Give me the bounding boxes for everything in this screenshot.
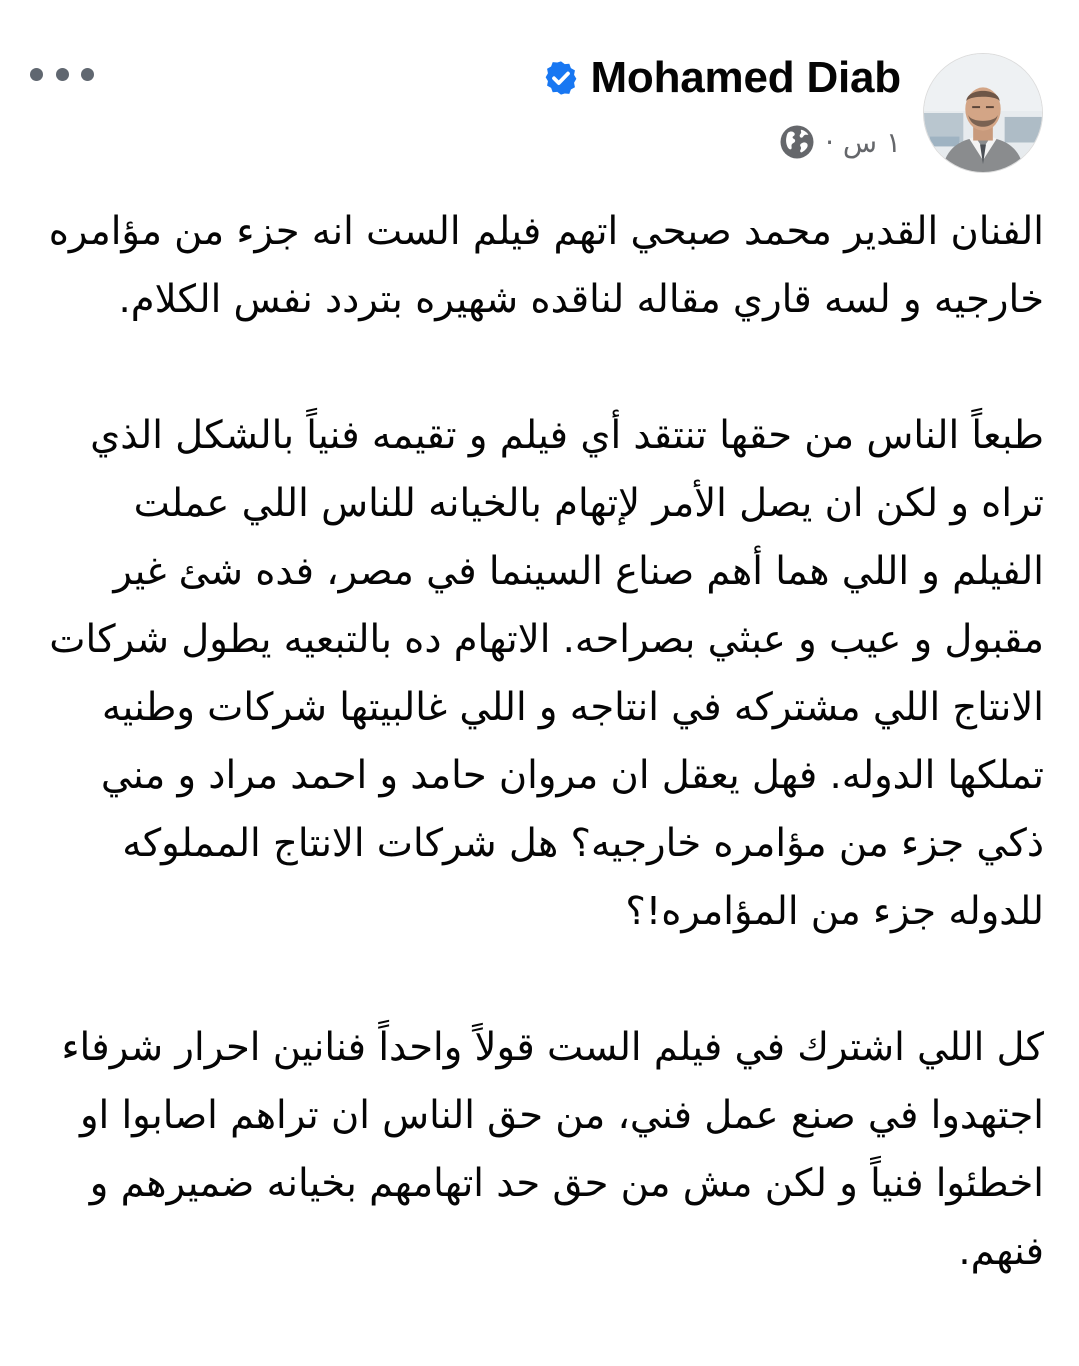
- post-paragraph: كل اللي اشترك في فيلم الست قولاً واحداً فنانين احرار شرفاء اجتهدوا في صنع عمل فني، من حق الناس ان تراهم اصابوا او اخطئوا فنياً و لكن مش من حق حد اتهامهم بخيانه ضميرهم و فنهم.: [61, 1025, 1044, 1274]
- post-text: [34, 198, 1044, 1354]
- more-options-icon: [30, 68, 43, 81]
- more-options-dot: [56, 68, 69, 81]
- more-options-button[interactable]: [30, 58, 94, 90]
- globe-icon[interactable]: [779, 124, 815, 160]
- post-paragraph: طبعاً الناس من حقها تنتقد أي فيلم و تقيمه فنياً بالشكل الذي تراه و لكن ان يصل الأمر لإتهام بالخيانه للناس اللي عملت الفيلم و اللي هما أهم صناع السينما في مصر، فده شئ غير مقبول و عيب و عبثي بصراحه. الاتهام ده بالتبعيه يطول شركات الانتاج اللي مشتركه في انتاجه و اللي غالبيتها شركات وطنيه تملكها الدوله. فهل يعقل ان مروان حامد و احمد مراد و مني ذكي جزء من مؤامره خارجيه؟ هل شركات الانتاج المملوكه للدوله جزء من المؤامره!؟: [49, 413, 1044, 934]
- avatar-photo: [924, 54, 1042, 172]
- verified-badge-icon: [542, 59, 580, 97]
- author-row: [542, 48, 901, 108]
- more-options-dot: [81, 68, 94, 81]
- avatar[interactable]: [923, 53, 1043, 173]
- author-name[interactable]: Mohamed Diab: [590, 53, 901, 102]
- post-header: [0, 0, 1079, 180]
- post-timestamp[interactable]: ١ س ·: [825, 125, 901, 159]
- post-meta: [779, 120, 901, 164]
- post-paragraph: الفنان القدير محمد صبحي اتهم فيلم الست انه جزء من مؤامره خارجيه و لسه قاري مقاله لناقده شهيره بتردد نفس الكلام.: [48, 209, 1044, 322]
